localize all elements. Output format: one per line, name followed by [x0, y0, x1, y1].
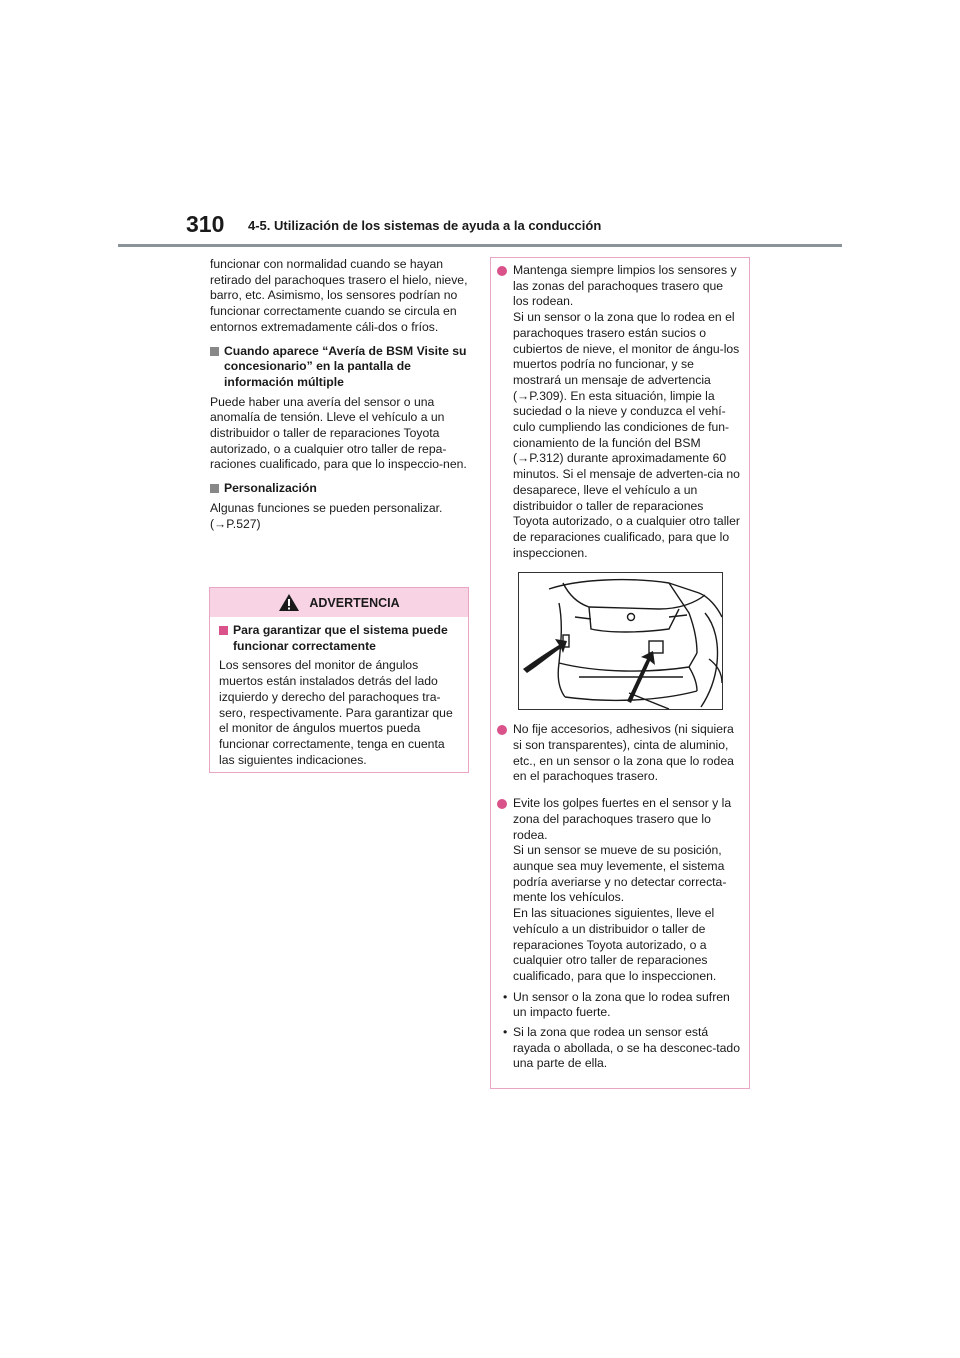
header-rule [118, 244, 842, 247]
bullet-text: No fije accesorios, adhesivos (ni siquiera si son transparentes), cinta de aluminio, etc., en un sensor o la zona que lo rodea en el parachoques trasero. [513, 722, 734, 784]
circle-bullet-icon [497, 725, 507, 735]
section2-body: Algunas funciones se pueden personalizar. (→P.527) [210, 500, 443, 531]
sub-bullet-marker: • [503, 989, 508, 1004]
sub-list-item [497, 1025, 741, 1072]
warning-subtitle: Para garantizar que el sistema puede funcionar correctamente [233, 623, 448, 653]
warning-title: ADVERTENCIA [309, 595, 400, 610]
sub-bullet-marker: • [503, 1025, 508, 1040]
circle-bullet-icon [497, 266, 507, 276]
section2-heading [210, 481, 470, 497]
square-bullet-icon [219, 626, 228, 635]
bullet-text: Evite los golpes fuertes en el sensor y la zona del parachoques trasero que lo rodea. Si un sensor se mueve de su posición, aunque sea muy levemente, el sistema podría averiarse y no detectar correcta-mente los vehículos. En las situaciones siguientes, lleve el vehículo a un distribuidor o taller de reparaciones Toyota autorizado, o a cualquier otro taller de reparaciones cualificado, para que lo inspeccionen. [513, 796, 732, 983]
list-item [497, 796, 741, 984]
intro-paragraph: funcionar con normalidad cuando se hayan retirado del parachoques trasero el hielo, nieve, barro, etc. Asimismo, los sensores podrían no funcionar correctamente cuando se circula en entornos extremadamente cáli-dos o fríos. [210, 257, 468, 334]
warning-header [210, 588, 468, 617]
warning-box [209, 587, 469, 773]
warning-triangle-icon [278, 593, 300, 612]
list-item [497, 722, 741, 785]
section1-heading [210, 344, 470, 391]
page-number: 310 [186, 211, 225, 237]
sub-bullet-text: Si la zona que rodea un sensor está rayada o abollada, o se ha desconec-tado una parte de ella. [513, 1025, 740, 1071]
warning-body [210, 617, 468, 768]
square-bullet-icon [210, 347, 219, 356]
sub-list-item [497, 990, 741, 1021]
square-bullet-icon [210, 484, 219, 493]
page-header [0, 0, 960, 250]
section1-body: Puede haber una avería del sensor o una anomalía de tensión. Lleve el vehículo a un distribuidor o taller de reparaciones Toyota autorizado, o a cualquier otro taller de repa-raciones cualificado, para que lo inspeccio-nen. [210, 394, 467, 472]
car-rear-icon [519, 573, 722, 709]
left-column [210, 257, 470, 540]
rear-bumper-sensor-illustration [518, 572, 723, 710]
warning-text: Los sensores del monitor de ángulos muertos están instalados detrás del lado izquierdo y derecho del parachoques tra-sero, respectivamente. Para garantizar que el monitor de ángulos muertos pueda funcionar correctamente, tenga en cuenta las siguientes indicaciones. [219, 658, 453, 767]
warning-subheading [219, 623, 459, 654]
section1-title: Cuando aparece “Avería de BSM Visite su concesionario” en la pantalla de información múltiple [224, 343, 467, 389]
section-title: 4-5. Utilización de los sistemas de ayuda a la conducción [248, 218, 602, 233]
sub-bullet-text: Un sensor o la zona que lo rodea sufren un impacto fuerte. [513, 989, 730, 1020]
circle-bullet-icon [497, 799, 507, 809]
caution-box [490, 257, 750, 1089]
bullet-text: Mantenga siempre limpios los sensores y las zonas del parachoques trasero que los rodean. Si un sensor o la zona que lo rodea en el parachoques trasero están sucios o cubiertos de nieve, el monitor de ángu-los muertos podría no funcionar, y se mostrará un mensaje de advertencia (→P.309). En esta situación, limpie la suciedad o la nieve y conduzca el vehí-culo cumpliendo las condiciones de fun-cionamiento de la función del BSM (→P.312) durante aproximadamente 60 minutos. Si el mensaje de adverten-cia no desaparece, lleve el vehículo a un distribuidor o taller de reparaciones Toyota autorizado, o a cualquier otro taller de reparaciones cualificado, para que lo inspeccionen. [513, 263, 740, 560]
section2-title: Personalización [224, 481, 317, 496]
list-item [497, 263, 741, 561]
